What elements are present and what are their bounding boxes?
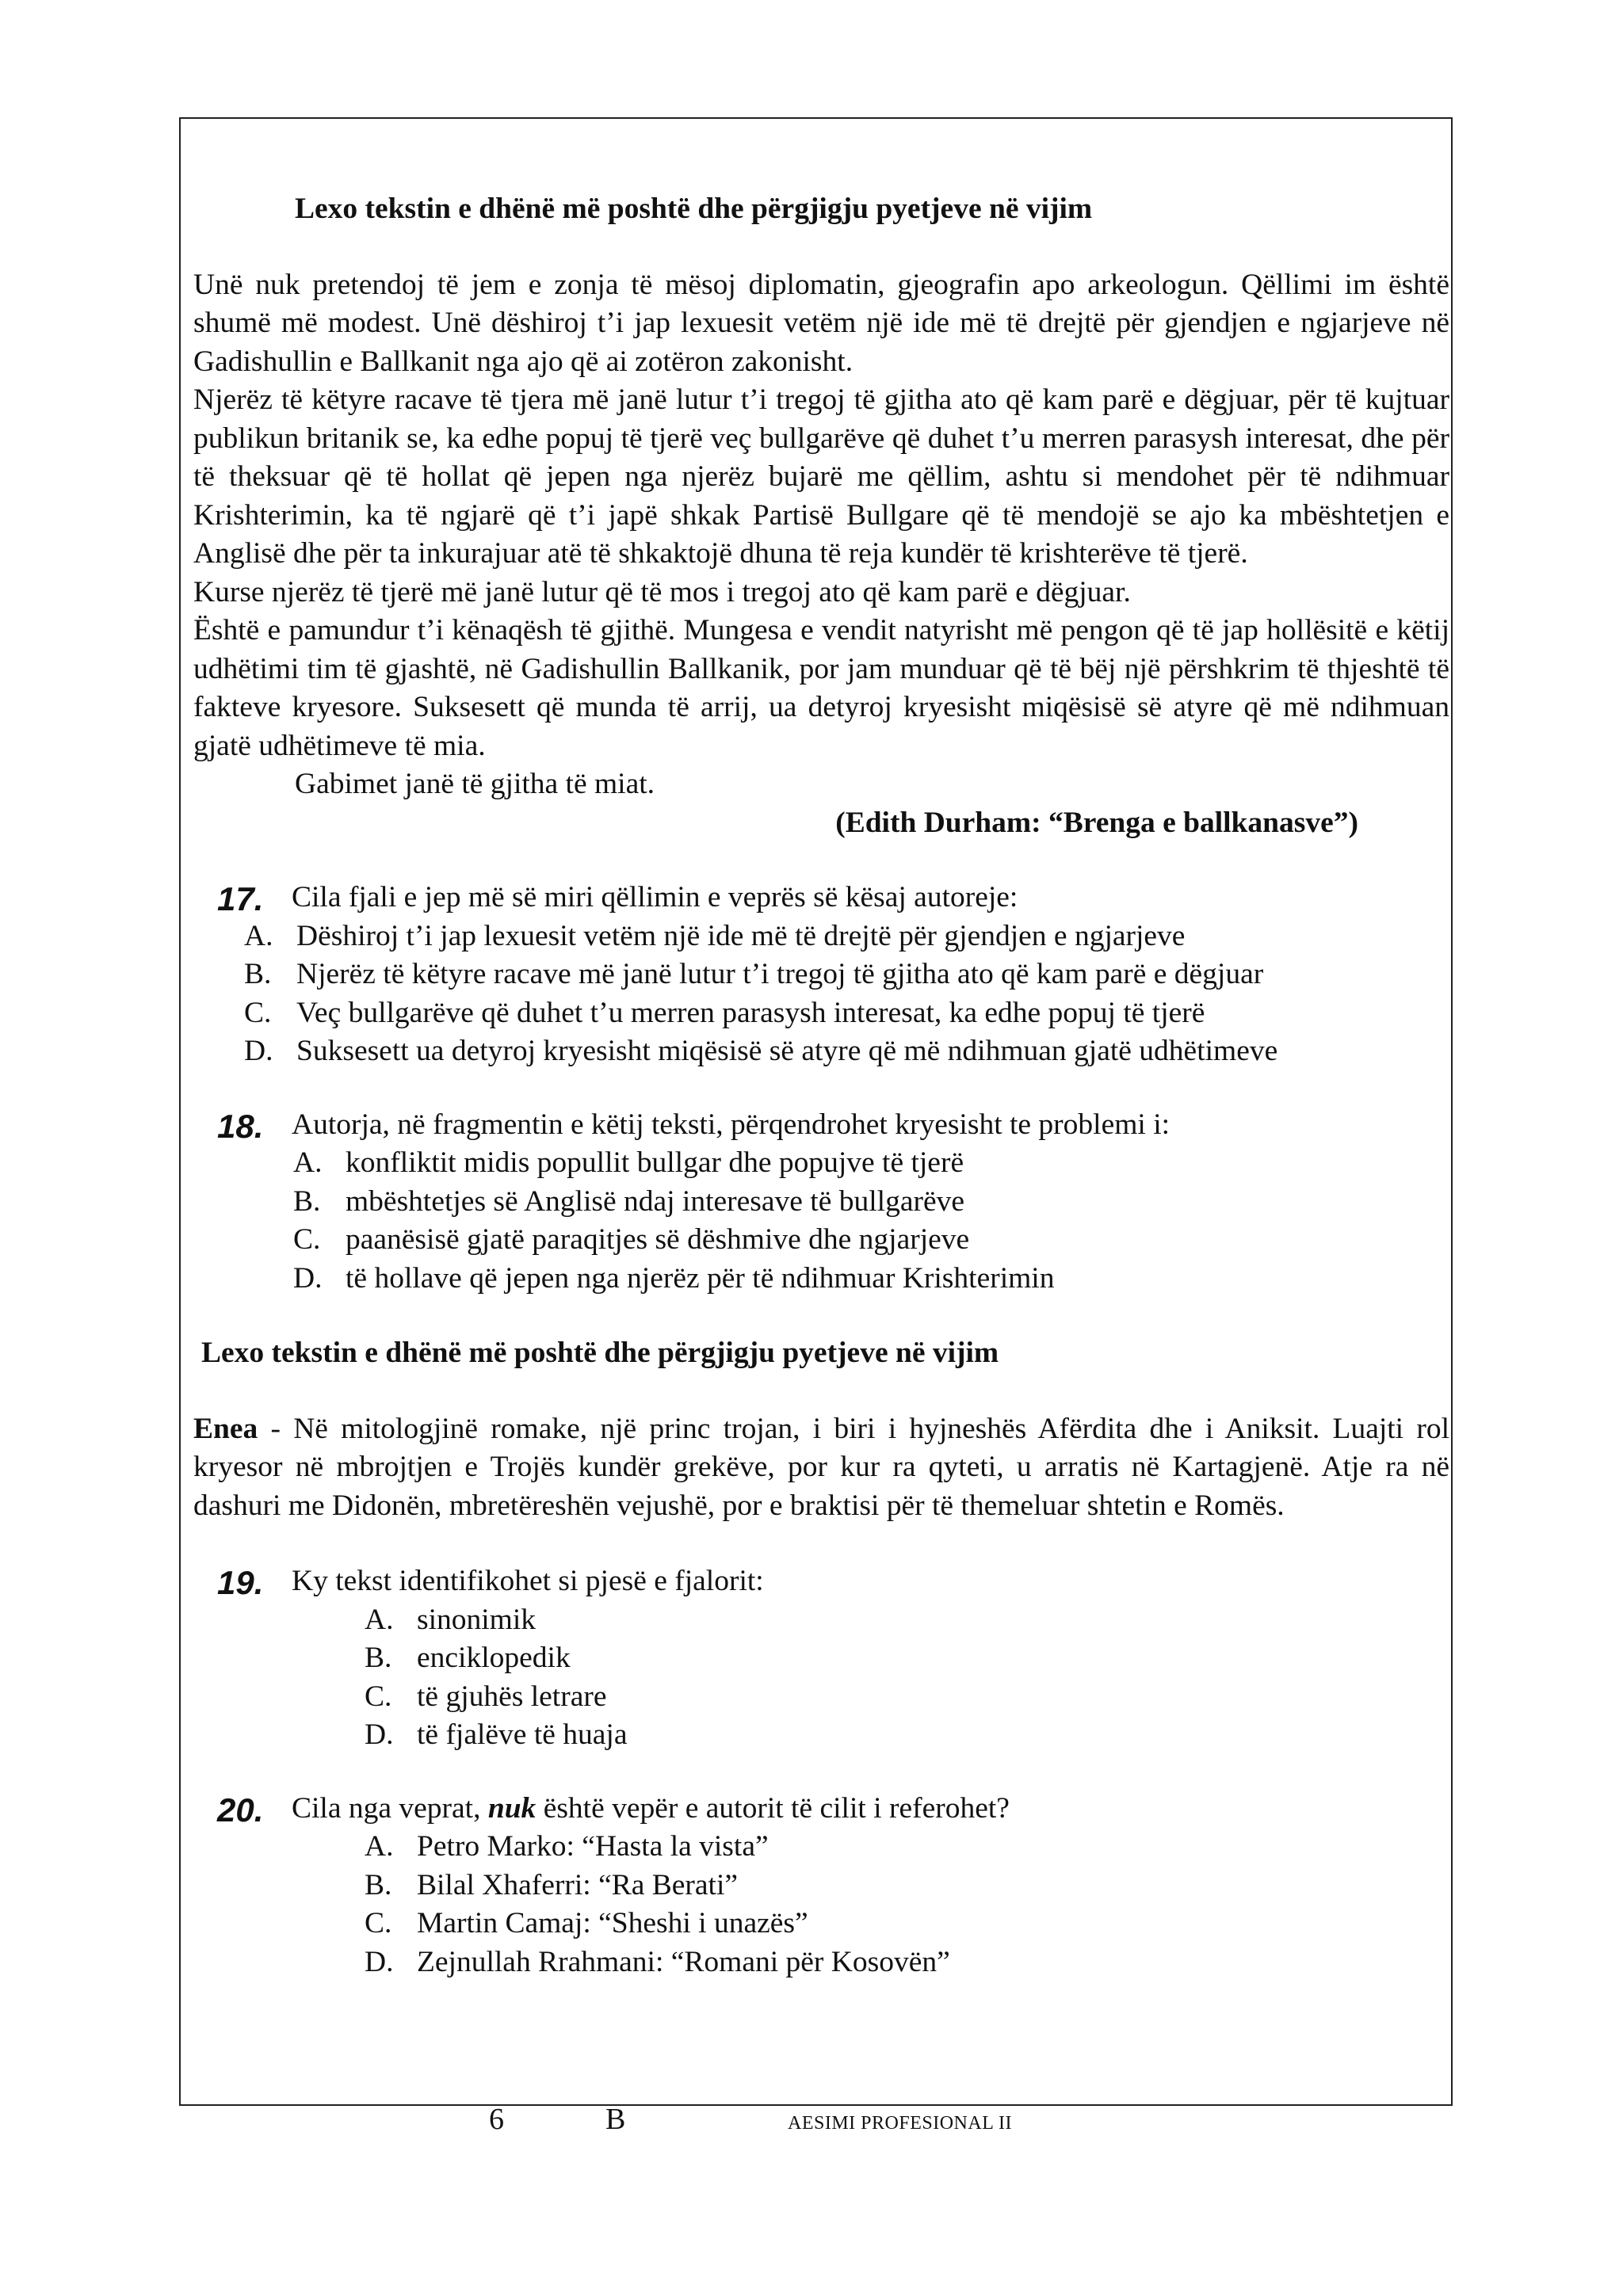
test-variant: B <box>605 2103 626 2136</box>
option-text: konfliktit midis popullit bullgar dhe popujve të tjerë <box>346 1146 964 1179</box>
option-text: Njerëz të këtyre racave më janë lutur t’i tregoj të gjitha ato që kam parë e dëgjuar <box>296 958 1264 990</box>
answer-option-c[interactable] <box>365 1678 1449 1717</box>
option-letter: D. <box>293 1261 323 1295</box>
answer-option-b[interactable] <box>365 1867 1449 1905</box>
answer-option-d[interactable] <box>293 1260 1449 1299</box>
option-letter: C. <box>365 1907 392 1939</box>
answer-option-b[interactable] <box>244 955 1449 994</box>
question-text-emphasis: nuk <box>487 1791 537 1825</box>
option-text: të gjuhës letrare <box>417 1680 607 1713</box>
passage-paragraph: Njerëz të këtyre racave të tjera më janë lutur t’i tregoj të gjitha ato që kam parë e dëgjuar, për të kujtuar publikun britanik se, ka edhe popuj të tjerë veç bullgarëve që duhet t’u merren parasysh interesat, dhe për të theksuar që të hollat që jepen nga njerëz bujarë me qëllim, ashtu si mendohet për të ndihmuar Krishterimin, ka të ngjarë që t’i japë shkak Partisë Bullgare që të mendojë se ajo ka mbështetjen e Anglisë dhe për ta inkurajuar atë të shkaktojë dhuna të reja kundër të krishterëve të tjerë. <box>193 383 1449 570</box>
section-heading-2: Lexo tekstin e dhënë më poshtë dhe përgjigju pyetjeve në vijim <box>201 1337 999 1369</box>
option-text: të hollave që jepen nga njerëz për të ndihmuar Krishterimin <box>346 1261 1055 1295</box>
option-letter: C. <box>365 1680 392 1713</box>
option-letter: A. <box>365 1830 394 1863</box>
option-text: paanësisë gjatë paraqitjes së dëshmive dhe ngjarjeve <box>346 1223 970 1256</box>
option-letter: D. <box>365 1718 394 1751</box>
option-text: mbështetjes së Anglisë ndaj interesave të bullgarëve <box>346 1184 964 1218</box>
answer-options <box>193 917 1449 1071</box>
option-letter: C. <box>293 1223 321 1256</box>
answer-option-c[interactable] <box>293 1221 1449 1260</box>
entry-definition: - Në mitologjinë romake, një princ trojan, i biri i hyjneshës Afërdita dhe i Aniksit. Luajti rol kryesor në mbrojtjen e Trojës kundër grekëve, por kur ra qyteti, u arratis në Kartagjenë. Atje ra në dashuri me Didonën, mbretëreshën vejushë, por e braktisi për të themeluar shtetin e Romës. <box>193 1412 1449 1522</box>
option-letter: C. <box>244 996 272 1029</box>
question-text <box>193 1790 1449 1829</box>
option-letter: D. <box>244 1035 273 1067</box>
question-text: Ky tekst identifikohet si pjesë e fjalorit: <box>292 1565 764 1597</box>
section-heading: Lexo tekstin e dhënë më poshtë dhe përgjigju pyetjeve në vijim <box>295 193 1093 225</box>
option-letter: A. <box>365 1603 394 1636</box>
question-17 <box>193 879 1449 1071</box>
entry-term: Enea <box>193 1412 258 1445</box>
answer-options <box>193 1601 1449 1755</box>
passage-paragraph: Unë nuk pretendoj të jem e zonja të mësoj diplomatin, gjeografin apo arkeologun. Qëllimi im është shumë më modest. Unë dëshiroj t’i jap lexuesit vetëm një ide më të drejtë për gjendjen e ngjarjeve në Gadishullin e Ballkanit nga ajo që ai zotëron zakonisht. <box>193 268 1449 378</box>
option-text: të fjalëve të huaja <box>417 1718 628 1751</box>
option-letter: B. <box>244 958 272 990</box>
option-text: Dëshiroj t’i jap lexuesit vetëm një ide më të drejtë për gjendjen e ngjarjeve <box>296 919 1186 952</box>
answer-options <box>193 1828 1449 1981</box>
question-text: Cila fjali e jep më së miri qëllimin e veprës së kësaj autoreje: <box>292 881 1018 913</box>
option-text: Veç bullgarëve që duhet t’u merren parasysh interesat, ka edhe popuj të tjerë <box>296 996 1205 1029</box>
option-letter: B. <box>293 1184 321 1218</box>
answer-option-d[interactable] <box>365 1943 1449 1982</box>
answer-option-d[interactable] <box>244 1032 1449 1071</box>
question-text: Autorja, në fragmentin e këtij teksti, përqendrohet kryesisht te problemi i: <box>292 1108 1170 1141</box>
answer-option-a[interactable] <box>365 1601 1449 1640</box>
question-number: 20. <box>217 1791 264 1829</box>
page-content <box>193 190 1449 1981</box>
option-letter: A. <box>244 919 273 952</box>
answer-option-b[interactable] <box>365 1639 1449 1678</box>
option-text: sinonimik <box>417 1603 537 1636</box>
question-number: 17. <box>217 880 264 917</box>
option-text: enciklopedik <box>417 1642 571 1674</box>
question-number: 18. <box>217 1107 264 1145</box>
option-text: Martin Camaj: “Sheshi i unazës” <box>417 1907 808 1939</box>
question-20 <box>193 1790 1449 1982</box>
passage-paragraph: Kurse njerëz të tjerë më janë lutur që të mos i tregoj ato që kam parë e dëgjuar. <box>193 575 1131 608</box>
answer-option-b[interactable] <box>293 1183 1449 1222</box>
page-footer <box>0 2102 1623 2149</box>
exam-name: AESIMI PROFESIONAL II <box>788 2113 1012 2134</box>
option-text: Bilal Xhaferri: “Ra Berati” <box>417 1868 739 1901</box>
option-text: Zejnullah Rrahmani: “Romani për Kosovën” <box>417 1945 950 1978</box>
answer-option-c[interactable] <box>244 994 1449 1033</box>
answer-option-a[interactable] <box>244 917 1449 956</box>
dictionary-entry <box>193 1410 1449 1526</box>
answer-option-c[interactable] <box>365 1905 1449 1943</box>
page-number: 6 <box>489 2103 504 2136</box>
answer-option-a[interactable] <box>293 1144 1449 1183</box>
option-text: Petro Marko: “Hasta la vista” <box>417 1830 769 1863</box>
question-number: 19. <box>217 1564 264 1601</box>
answer-option-d[interactable] <box>365 1716 1449 1755</box>
option-letter: A. <box>293 1146 323 1179</box>
option-letter: D. <box>365 1945 394 1978</box>
passage-paragraph: Është e pamundur t’i kënaqësh të gjithë. Mungesa e vendit natyrisht më pengon që të jap hollësitë e këtij udhëtimi tim të gjashtë, në Gadishullin Ballkanik, por jam munduar që të bëj një përshkrim të thjeshtë të fakteve kryesore. Suksesett që munda të arrij, ua detyroj kryesisht miqësisë së atyre që më ndihmuan gjatë udhëtimeve të mia. <box>193 614 1449 762</box>
passage-citation: (Edith Durham: “Brenga e ballkanasve”) <box>835 806 1358 839</box>
question-19 <box>193 1562 1449 1755</box>
passage <box>193 266 1449 843</box>
question-18 <box>193 1106 1449 1299</box>
answer-option-a[interactable] <box>365 1828 1449 1867</box>
option-letter: B. <box>365 1868 392 1901</box>
option-text: Suksesett ua detyroj kryesisht miqësisë së atyre që më ndihmuan gjatë udhëtimeve <box>296 1035 1278 1067</box>
question-text-part: është vepër e autorit të cilit i referohet? <box>536 1791 1010 1825</box>
option-letter: B. <box>365 1642 392 1674</box>
passage-paragraph: Gabimet janë të gjitha të miat. <box>295 768 655 800</box>
question-text-part: Cila nga veprat, <box>292 1791 488 1825</box>
answer-options <box>193 1144 1449 1298</box>
